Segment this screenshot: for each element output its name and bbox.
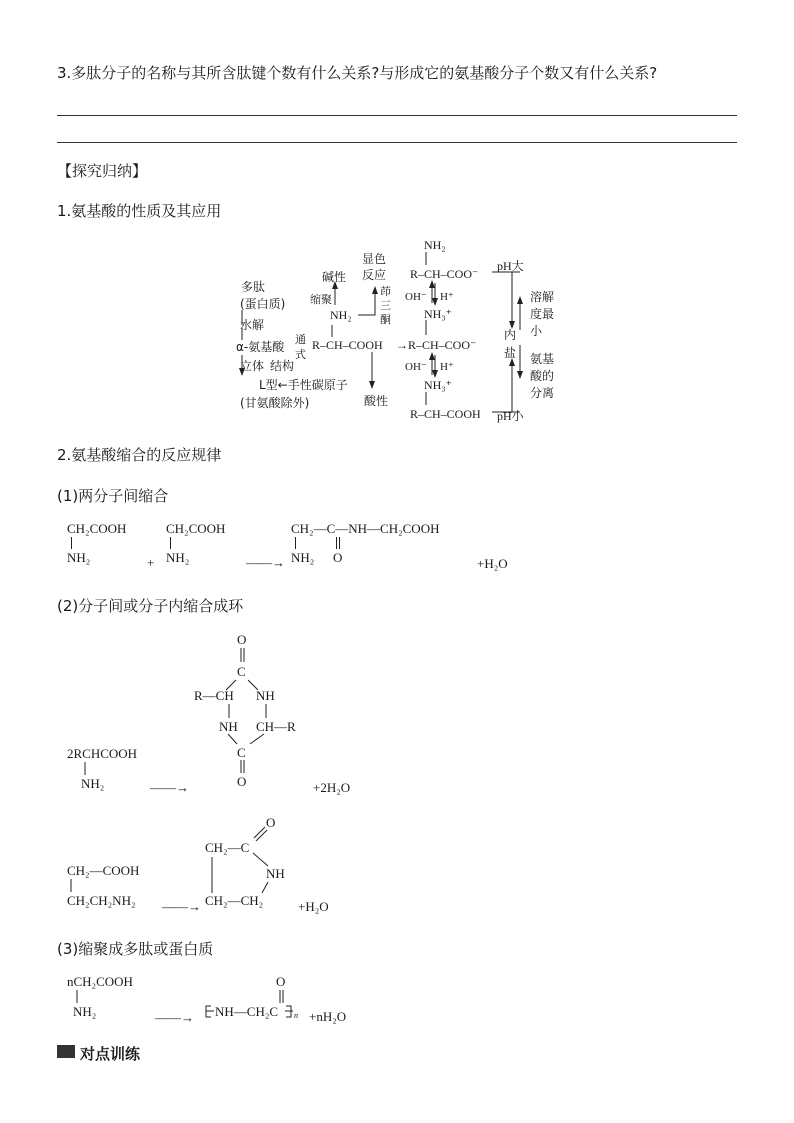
lactam-ch2c: CH₂—C (205, 840, 250, 855)
label-rongjie-1: 溶解 (530, 290, 555, 304)
case-2-title: (2)分子间或分子内缩合成环 (57, 597, 244, 615)
water-2: +H₂O (298, 899, 329, 914)
formula-oh-2: OH⁻ (405, 361, 427, 373)
label-ph-big: pH大 (497, 259, 524, 273)
label-alpha-amino-acid: α-氨基酸 (236, 340, 285, 354)
formula-bottom: R–CH–COOH (410, 407, 481, 421)
product-chain: CH₂—C—NH—CH₂COOH (291, 521, 440, 536)
label-l-type: L型←手性碳原子 (259, 378, 348, 392)
label-ntri-2: 三 (380, 299, 391, 312)
reactant-ch2ch2nh2: CH₂CH₂NH₂ (67, 893, 136, 908)
lactam-o: O (266, 815, 276, 830)
section-badge-icon (57, 1045, 75, 1058)
formula-bot-nh3: NH₃⁺ (424, 378, 452, 392)
reactant-2-ch2cooh: CH₂COOH (166, 521, 226, 536)
label-glycine-except: (甘氨酸除外) (240, 396, 310, 410)
ring-nh-right: NH (256, 688, 275, 703)
lactam-nh: NH (266, 866, 285, 881)
polymer-repeat-unit: NH—CH₂C (215, 1004, 279, 1019)
label-tongshi-2: 式 (295, 348, 306, 361)
label-tongshi-1: 通 (295, 333, 306, 346)
ring-c-top: C (237, 664, 246, 679)
reactant-nch2cooh: nCH₂COOH (67, 974, 133, 989)
formula-nh2-main: NH₂ (330, 308, 352, 322)
label-shuijie: 水解 (240, 318, 265, 332)
water: +2H₂O (313, 780, 351, 795)
product-o: O (333, 550, 343, 565)
label-suoju: 缩聚 (310, 293, 332, 306)
reactant-nh2: NH₂ (73, 1004, 97, 1019)
label-ph-small: pH小 (497, 409, 524, 423)
subheading-1: 1.氨基酸的性质及其应用 (57, 202, 222, 220)
formula-arrow-right: →R–CH–COO⁻ (396, 338, 477, 352)
label-duotai: 多肽 (241, 280, 266, 294)
ring-o-bottom: O (237, 774, 247, 789)
label-anji-3: 分离 (530, 386, 555, 400)
reactant-ch2cooh: CH₂—COOH (67, 863, 140, 878)
label-ntri-3: 酮 (380, 313, 391, 326)
formula-h-1: H⁺ (440, 291, 454, 303)
lactam-bottom: CH₂—CH₂ (205, 893, 264, 908)
polymer-o: O (276, 974, 286, 989)
reaction-arrow: ——→ (150, 780, 189, 795)
label-rongjie-2: 度最 (530, 307, 555, 321)
label-anji-1: 氨基 (530, 352, 555, 366)
reactant-1-ch2cooh: CH₂COOH (67, 521, 127, 536)
footer-heading: 对点训练 (80, 1045, 141, 1063)
section-title: 【探究归纳】 (57, 162, 148, 180)
label-xianse-2: 反应 (362, 268, 387, 282)
label-suanxing: 酸性 (364, 394, 389, 408)
ring-rch: R—CH (194, 688, 234, 703)
label-neiyan-2: 盐 (504, 346, 517, 360)
case-3-title: (3)缩聚成多肽或蛋白质 (57, 940, 214, 958)
label-jiegou: 结构 (270, 359, 295, 373)
formula-top-nh2: NH₂ (424, 238, 446, 252)
case-1-title: (1)两分子间缩合 (57, 487, 169, 505)
reactant-1-nh2: NH₂ (67, 550, 91, 565)
reactant-nh2: NH₂ (81, 776, 105, 791)
label-jianxing: 碱性 (322, 270, 347, 284)
reaction-arrow: ——→ (155, 1010, 194, 1025)
formula-top: R–CH–COO⁻ (410, 267, 479, 281)
ring-o-top: O (237, 632, 247, 647)
label-danbaizhi: (蛋白质) (240, 297, 286, 311)
polymer-n: n (294, 1011, 298, 1020)
water: +H₂O (477, 556, 508, 571)
label-neiyan-1: 内 (504, 328, 517, 342)
subheading-2: 2.氨基酸缩合的反应规律 (57, 446, 222, 464)
label-rongjie-3: 小 (530, 324, 543, 338)
product-nh2: NH₂ (291, 550, 315, 565)
ring-nh-left: NH (219, 719, 238, 734)
plus-sign: + (147, 555, 155, 570)
formula-h-2: H⁺ (440, 361, 454, 373)
label-ntri-1: 茚 (380, 285, 391, 298)
reactant-2-nh2: NH₂ (166, 550, 190, 565)
formula-oh-1: OH⁻ (405, 291, 427, 303)
reaction-arrow-2: ——→ (162, 899, 201, 914)
ring-chr: CH—R (256, 719, 296, 734)
label-anji-2: 酸的 (530, 369, 555, 383)
formula-main: R–CH–COOH (312, 338, 383, 352)
reactant-2rchcooh: 2RCHCOOH (67, 746, 138, 761)
label-liti: 立体 (240, 359, 265, 373)
question-3: 3.多肽分子的名称与其所含肽键个数有什么关系?与形成它的氨基酸分子个数又有什么关系? (57, 64, 658, 82)
reaction-arrow: ——→ (246, 555, 285, 570)
label-xianse-1: 显色 (362, 252, 387, 266)
formula-mid-nh3: NH₃⁺ (424, 307, 452, 321)
ring-c-bottom: C (237, 745, 246, 760)
water: +nH₂O (309, 1009, 347, 1024)
